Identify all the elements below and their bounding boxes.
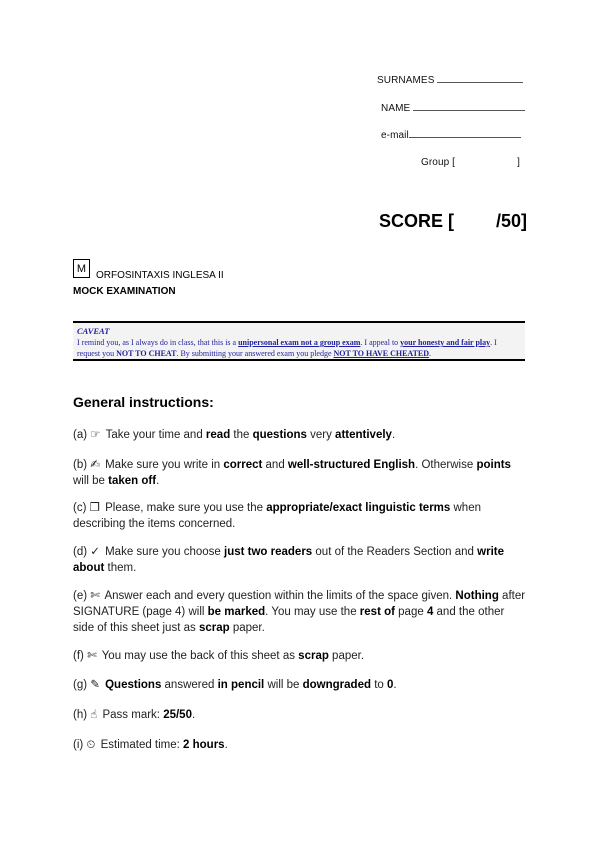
item-bold: read	[205, 429, 231, 441]
caveat-text: . By submitting your answered exam you pledge	[176, 349, 334, 358]
item-text: Make sure you choose	[101, 546, 224, 558]
item-text: Please, make sure you use the	[101, 502, 267, 514]
item-text: . You may use the	[265, 606, 360, 618]
check-mark-icon: ✓	[90, 546, 100, 558]
pointing-hand-icon: ☞	[90, 429, 101, 441]
item-text: paper.	[328, 650, 365, 662]
item-bold: downgraded	[302, 679, 371, 691]
logo-letter: M	[76, 263, 87, 275]
item-text: .	[391, 429, 396, 441]
email-field	[381, 130, 521, 141]
course-title: ORFOSINTAXIS INGLESA II	[96, 270, 224, 281]
name-field	[381, 103, 525, 114]
item-text: Pass mark:	[99, 709, 164, 721]
instructions-title: General instructions:	[73, 394, 214, 410]
item-text: .	[224, 739, 228, 751]
caveat-text: . I appeal to	[360, 338, 401, 347]
caveat-emph: unipersonal exam not a group exam	[238, 338, 361, 347]
caveat-text: . I request you	[77, 338, 497, 358]
score-prefix: SCORE [	[378, 211, 454, 231]
item-text: when describing the items concerned.	[73, 502, 481, 530]
item-bold: rest of	[359, 606, 395, 618]
instruction-f	[73, 648, 528, 664]
box-icon: ❐	[89, 502, 100, 514]
item-bold: 2 hours	[183, 739, 225, 751]
item-bold: questions	[252, 429, 307, 441]
exam-title: MOCK EXAMINATION	[73, 286, 176, 297]
item-text: paper.	[229, 622, 265, 634]
instruction-a	[73, 427, 528, 443]
item-bold: scrap	[298, 650, 329, 662]
item-text: .	[191, 709, 196, 721]
item-text: Take your time and	[102, 429, 206, 441]
item-text: Make sure you write in	[101, 459, 224, 471]
item-text: them.	[104, 562, 137, 574]
group-label: Group [	[421, 157, 456, 168]
item-text: You may use the back of this sheet as	[98, 650, 299, 662]
item-label: (c)	[73, 502, 87, 514]
item-bold: attentively	[335, 429, 392, 441]
item-label: (a)	[73, 429, 88, 441]
instructions-title-text: General instructions	[73, 394, 210, 410]
scissors-icon: ✄	[90, 590, 100, 602]
item-label: (h)	[73, 709, 88, 721]
item-text: and the other side of this sheet just as	[73, 606, 505, 634]
instruction-b	[73, 457, 528, 489]
item-bold: well-structured English	[287, 459, 416, 471]
item-bold: 4	[426, 606, 434, 618]
caveat-text: I remind you, as I always do in class, that this is a	[77, 338, 239, 347]
item-label: (i)	[73, 739, 84, 751]
item-text: Estimated time:	[97, 739, 184, 751]
caveat-text: .	[429, 349, 432, 358]
item-bold: just two readers	[224, 546, 313, 558]
email-label: e-mail	[381, 130, 409, 141]
surnames-label: SURNAMES	[377, 75, 435, 86]
item-label: (d)	[73, 546, 88, 558]
item-label: (f)	[73, 650, 84, 662]
instruction-i	[73, 737, 528, 753]
item-text: will be	[264, 679, 303, 691]
surnames-line	[437, 82, 523, 83]
instruction-c	[73, 500, 528, 532]
course-logo	[73, 259, 90, 278]
item-bold: Questions	[105, 679, 162, 691]
caveat-title: CAVEAT	[77, 326, 110, 336]
item-text: out of the Readers Section and	[312, 546, 478, 558]
item-text: to	[371, 679, 387, 691]
group-close: ]	[517, 157, 520, 168]
item-bold: scrap	[198, 622, 230, 634]
hand-icon: ☝	[90, 709, 98, 721]
item-bold: correct	[223, 459, 263, 471]
item-text: the	[230, 429, 253, 441]
surnames-field	[377, 75, 523, 86]
item-text: will be	[73, 475, 109, 487]
item-text: after SIGNATURE (page 4) will	[73, 590, 526, 618]
item-bold: Nothing	[455, 590, 499, 602]
item-bold: in pencil	[217, 679, 265, 691]
item-bold: 0	[386, 679, 394, 691]
item-text: page	[394, 606, 427, 618]
caveat-box	[73, 321, 525, 361]
item-bold: taken off	[108, 475, 157, 487]
caveat-emph: NOT TO CHEAT	[116, 349, 177, 358]
item-text: Answer each and every question within the limits of the space given.	[101, 590, 456, 602]
item-bold: write about	[73, 546, 504, 574]
name-line	[413, 110, 525, 111]
item-text: very	[306, 429, 336, 441]
score-suffix: /50]	[495, 211, 527, 231]
item-label: (e)	[73, 590, 88, 602]
instruction-g	[73, 677, 528, 693]
instruction-h	[73, 707, 528, 723]
item-label: (g)	[73, 679, 88, 691]
item-text: answered	[161, 679, 218, 691]
instruction-d	[73, 544, 528, 576]
item-text: . Otherwise	[415, 459, 477, 471]
caveat-body	[77, 337, 521, 359]
item-bold: be marked	[207, 606, 266, 618]
pencil-icon: ✎	[90, 679, 100, 691]
item-bold: points	[476, 459, 511, 471]
caveat-emph: your honesty and fair play	[400, 338, 491, 347]
item-label: (b)	[73, 459, 88, 471]
item-text: and	[262, 459, 288, 471]
writing-hand-icon: ✍	[90, 459, 100, 471]
score-box	[379, 211, 527, 232]
caveat-emph: NOT TO HAVE CHEATED	[333, 349, 430, 358]
item-bold: 25/50	[163, 709, 192, 721]
name-label: NAME	[381, 103, 411, 114]
group-field	[421, 157, 520, 168]
item-bold: appropriate/exact linguistic terms	[266, 502, 451, 514]
clock-icon: ⏲	[86, 739, 96, 751]
instruction-e	[73, 588, 528, 636]
item-text: .	[393, 679, 397, 691]
item-text: .	[156, 475, 160, 487]
scissors-icon: ✄	[87, 650, 97, 662]
email-line	[409, 137, 521, 138]
